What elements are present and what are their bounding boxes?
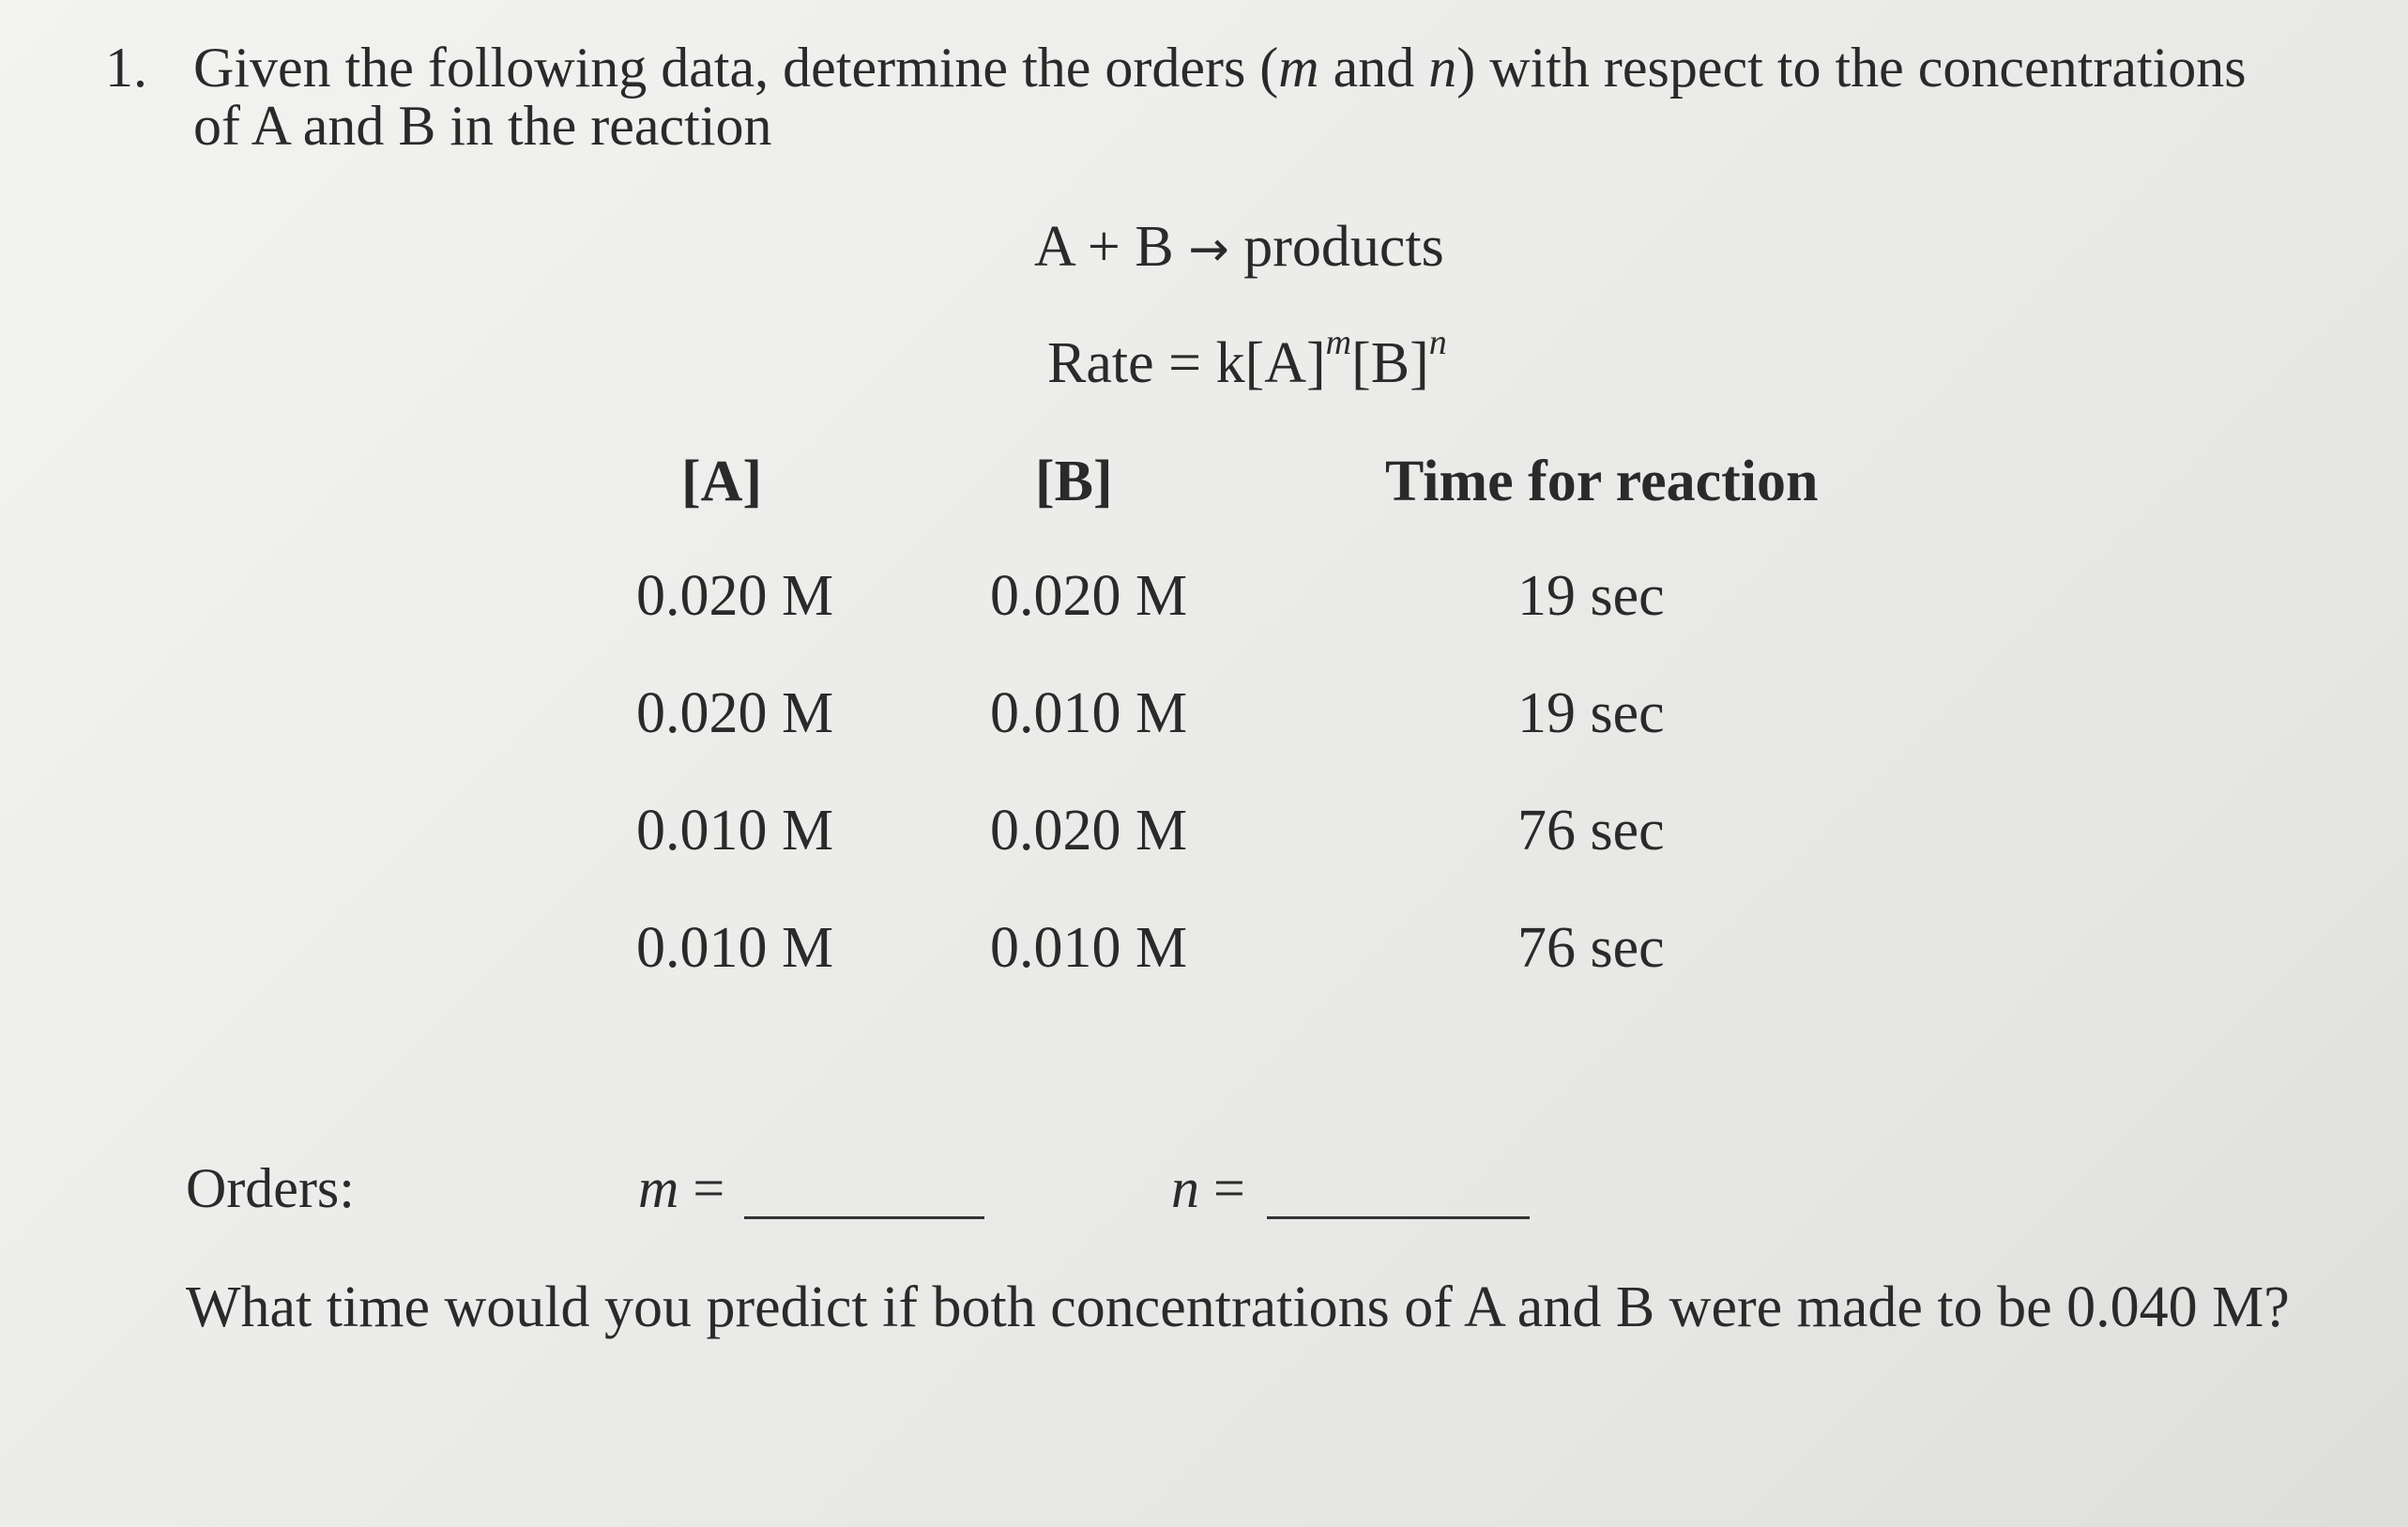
- table-cell-a: 0.010 M: [636, 916, 834, 980]
- table-cell-a: 0.020 M: [636, 681, 834, 745]
- table-cell-a: 0.010 M: [636, 799, 834, 863]
- question-text-part-1: Given the following data, determine the orders (: [193, 37, 1279, 99]
- reaction-arrow-icon: →: [1188, 221, 1229, 278]
- rate-law-exponent-m: m: [1325, 323, 1352, 362]
- rate-law-b-term: [B]: [1351, 331, 1429, 395]
- table-cell-a: 0.020 M: [636, 564, 834, 628]
- table-cell-b: 0.010 M: [990, 916, 1188, 980]
- table-cell-b: 0.010 M: [990, 681, 1188, 745]
- final-question: What time would you predict if both concentrations of A and B were made to be 0.040 M?: [186, 1275, 2290, 1339]
- question-text-line-1: [193, 36, 2247, 100]
- table-cell-time: 19 sec: [1517, 681, 1665, 745]
- n-answer-label: [1171, 1156, 1245, 1221]
- question-var-n: n: [1428, 37, 1457, 99]
- question-var-m: m: [1278, 37, 1319, 99]
- table-header-b: [B]: [1035, 450, 1113, 513]
- table-header-time: Time for reaction: [1385, 450, 1819, 513]
- reaction-products: products: [1228, 215, 1444, 279]
- table-cell-b: 0.020 M: [990, 564, 1188, 628]
- reaction-equation: [1034, 214, 1444, 281]
- rate-law: [1047, 323, 1447, 397]
- table-cell-time: 76 sec: [1517, 916, 1665, 980]
- orders-label: Orders:: [186, 1157, 355, 1219]
- rate-law-exponent-n: n: [1428, 323, 1447, 362]
- question-text-and: and: [1318, 37, 1429, 99]
- n-answer-blank[interactable]: [1267, 1216, 1530, 1219]
- table-cell-time: 76 sec: [1517, 799, 1665, 863]
- table-cell-b: 0.020 M: [990, 799, 1188, 863]
- m-variable: m: [638, 1157, 679, 1219]
- reaction-reactants: A + B: [1034, 215, 1189, 279]
- question-text-line-2: of A and B in the reaction: [193, 95, 772, 157]
- table-header-a: [A]: [681, 450, 763, 513]
- table-cell-time: 19 sec: [1517, 564, 1665, 628]
- n-variable: n: [1171, 1157, 1199, 1219]
- n-equals: =: [1199, 1157, 1245, 1219]
- question-text-part-2: ) with respect to the concentrations: [1456, 37, 2247, 99]
- m-equals: =: [678, 1157, 725, 1219]
- m-answer-blank[interactable]: [744, 1216, 984, 1219]
- rate-law-lhs: Rate = k[A]: [1047, 331, 1326, 395]
- m-answer-label: [638, 1156, 724, 1221]
- question-number: 1.: [105, 37, 147, 99]
